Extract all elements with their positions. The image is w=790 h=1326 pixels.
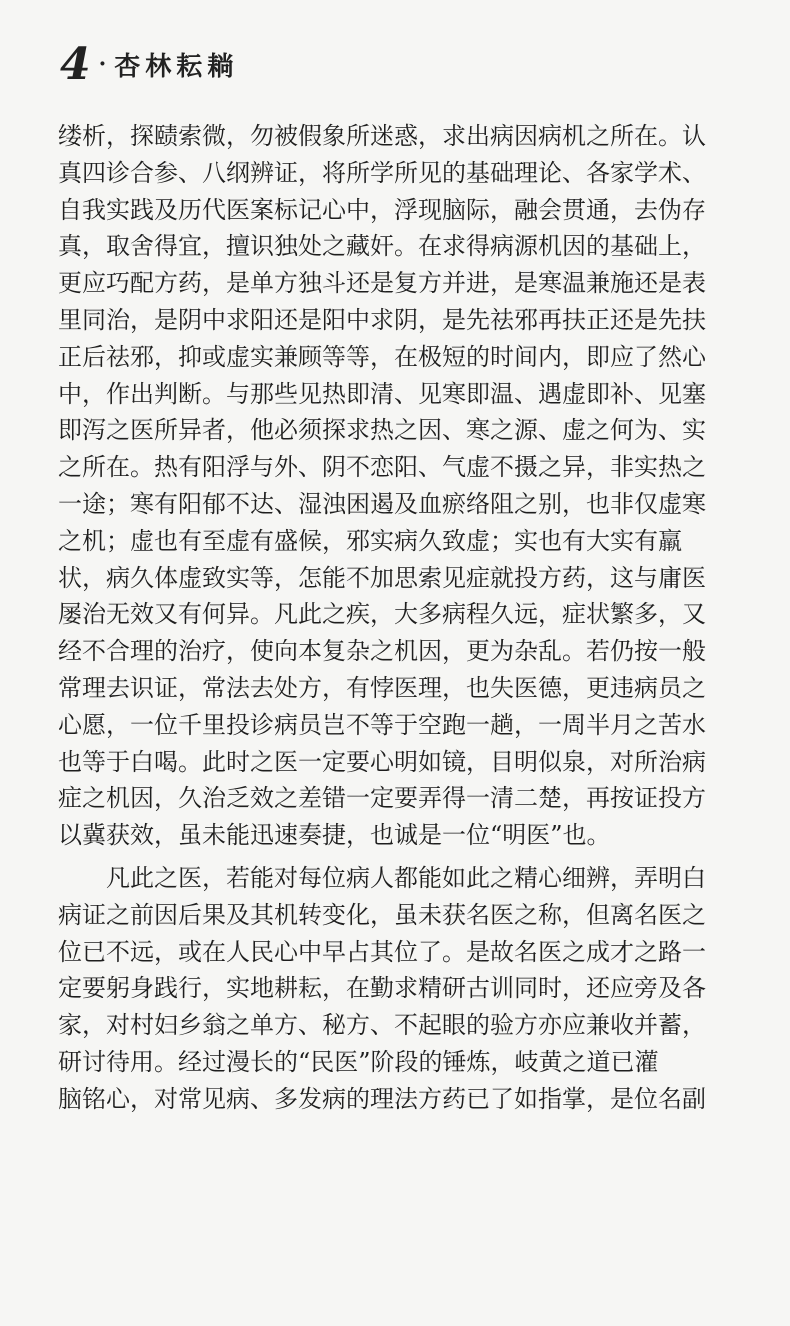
text-line: 常理去识证，常法去处方，有悖医理，也失医德，更违病员之 <box>58 673 706 702</box>
body-text <box>58 118 748 1118</box>
text-line: 也等于白喝。此时之医一定要心明如镜，目明似泉，对所治病 <box>58 747 706 776</box>
text-line: 即泻之医所异者，他必须探求热之因、寒之源、虚之何为、实 <box>58 416 706 445</box>
text-line: 家，对村妇乡翁之单方、秘方、不起眼的验方亦应兼收并蓄， <box>58 1011 706 1040</box>
page-header <box>60 36 238 92</box>
text-line: 里同治，是阴中求阳还是阳中求阴，是先祛邪再扶正还是先扶 <box>58 305 706 334</box>
text-line: 状，病久体虚致实等，怎能不加思索见症就投方药，这与庸医 <box>58 563 706 592</box>
text-line: 缕析，探赜索微，勿被假象所迷惑，求出病因病机之所在。认 <box>58 122 706 150</box>
page-number: 4 <box>60 38 91 90</box>
text-line: 凡此之医，若能对每位病人都能如此之精心细辨，弄明白 <box>106 863 706 892</box>
text-line: 经不合理的治疗，使向本复杂之机因，更为杂乱。若仍按一般 <box>58 637 706 666</box>
text-line: 之所在。热有阳浮与外、阴不恋阳、气虚不摄之异，非实热之 <box>58 453 706 482</box>
text-line: 以冀获效，虽未能迅速奏捷，也诚是一位“明医”也。 <box>58 821 611 850</box>
text-line: 定要躬身践行，实地耕耘，在勤求精研古训同时，还应旁及各 <box>58 974 706 1003</box>
text-line: 屡治无效又有何异。凡此之疾，大多病程久远，症状繁多，又 <box>58 600 706 629</box>
text-line: 脑铭心，对常见病、多发病的理法方药已了如指掌，是位名副 <box>58 1084 706 1113</box>
text-line: 研讨待用。经过漫长的“民医”阶段的锤炼，岐黄之道已灌 <box>58 1047 659 1076</box>
text-line: 自我实践及历代医案标记心中，浮现脑际，融会贯通，去伪存 <box>58 195 706 224</box>
text-line: 真四诊合参、八纲辨证，将所学所见的基础理论、各家学术、 <box>58 158 706 187</box>
text-line: 之机；虚也有至虚有盛候，邪实病久致虚；实也有大实有羸 <box>58 526 682 555</box>
paragraph-2 <box>58 860 748 1118</box>
paragraph-1 <box>58 118 748 854</box>
text-line: 症之机因，久治乏效之差错一定要弄得一清二楚，再按证投方 <box>58 784 706 813</box>
book-title: 杏林耘耥 <box>114 51 239 82</box>
text-line: 真，取舍得宜，擅识独处之藏奸。在求得病源机因的基础上， <box>58 232 706 261</box>
text-line: 病证之前因后果及其机转变化，虽未获名医之称，但离名医之 <box>58 900 706 929</box>
text-line: 心愿，一位千里投诊病员岂不等于空跑一趟，一周半月之苦水 <box>58 710 706 739</box>
text-line: 位已不远，或在人民心中早占其位了。是故名医之成才之路一 <box>58 937 706 966</box>
text-line: 中，作出判断。与那些见热即清、见寒即温、遇虚即补、见塞 <box>58 379 706 408</box>
header-separator: · <box>98 51 107 77</box>
text-line: 一途；寒有阳郁不达、湿浊困遏及血瘀络阻之别，也非仅虚寒 <box>58 489 706 518</box>
text-line: 更应巧配方药，是单方独斗还是复方并进，是寒温兼施还是表 <box>58 269 706 298</box>
text-line: 正后祛邪，抑或虚实兼顾等等，在极短的时间内，即应了然心 <box>58 342 706 371</box>
